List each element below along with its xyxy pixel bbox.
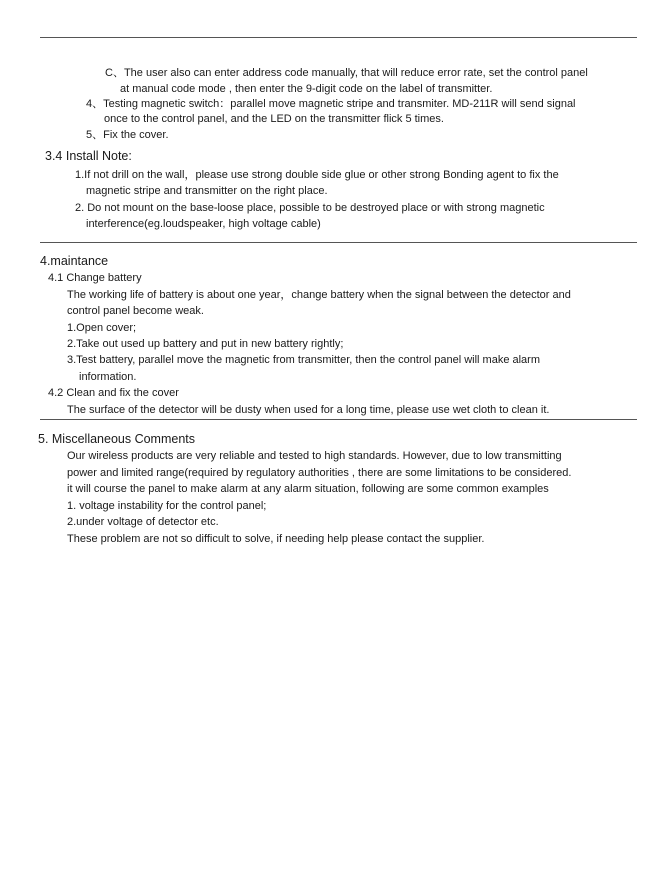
clean-heading: 4.2 Clean and fix the cover [48,387,179,399]
install-note-item1-line1: 1.If not drill on the wall，please use strong double side glue or other strong Bonding agent to fix the [75,169,559,181]
change-battery-step3-line1: 3.Test battery, parallel move the magnetic from transmitter, then the control panel will make alarm [67,354,541,366]
step-4-line1: 4、Testing magnetic switch：parallel move magnetic stripe and transmiter. MD-211R will send signal [86,98,576,110]
misc-line1: Our wireless products are very reliable and tested to high standards. However, due to low transmitting [67,450,562,462]
change-battery-step1: 1.Open cover; [67,322,137,334]
misc-line2: power and limited range(required by regulatory authorities , there are some limitations to be considered. [67,467,572,479]
step-c-line2: at manual code mode , then enter the 9-digit code on the label of transmitter. [120,83,493,95]
divider-2 [40,419,637,420]
step-5: 5、Fix the cover. [86,129,169,141]
install-note-heading: 3.4 Install Note: [45,149,132,163]
maintance-heading: 4.maintance [40,254,109,268]
install-note-item2-line2: interference(eg.loudspeaker, high voltage cable) [86,218,321,230]
install-note-item2-line1: 2. Do not mount on the base-loose place, possible to be destroyed place or with strong magnetic [75,202,545,214]
change-battery-intro-line2: control panel become weak. [67,305,204,317]
change-battery-intro-line1: The working life of battery is about one year，change battery when the signal between the detector and [67,289,571,301]
step-c-line1: C、The user also can enter address code manually, that will reduce error rate, set the control panel [105,67,588,79]
clean-text: The surface of the detector will be dusty when used for a long time, please use wet cloth to clean it. [67,404,550,416]
misc-example1: 1. voltage instability for the control panel; [67,500,267,512]
misc-closing: These problem are not so difficult to solve, if needing help please contact the supplier. [67,533,485,545]
change-battery-heading: 4.1 Change battery [48,272,142,284]
step-4-line2: once to the control panel, and the LED on the transmitter flick 5 times. [104,113,444,125]
change-battery-step2: 2.Take out used up battery and put in new battery rightly; [67,338,344,350]
divider-1 [40,242,637,243]
install-note-item1-line2: magnetic stripe and transmitter on the right place. [86,185,328,197]
misc-line3: it will course the panel to make alarm at any alarm situation, following are some common examples [67,483,549,495]
change-battery-step3-line2: information. [79,371,137,383]
top-divider [40,37,637,38]
misc-heading: 5. Miscellaneous Comments [38,432,196,446]
misc-example2: 2.under voltage of detector etc. [67,516,219,528]
